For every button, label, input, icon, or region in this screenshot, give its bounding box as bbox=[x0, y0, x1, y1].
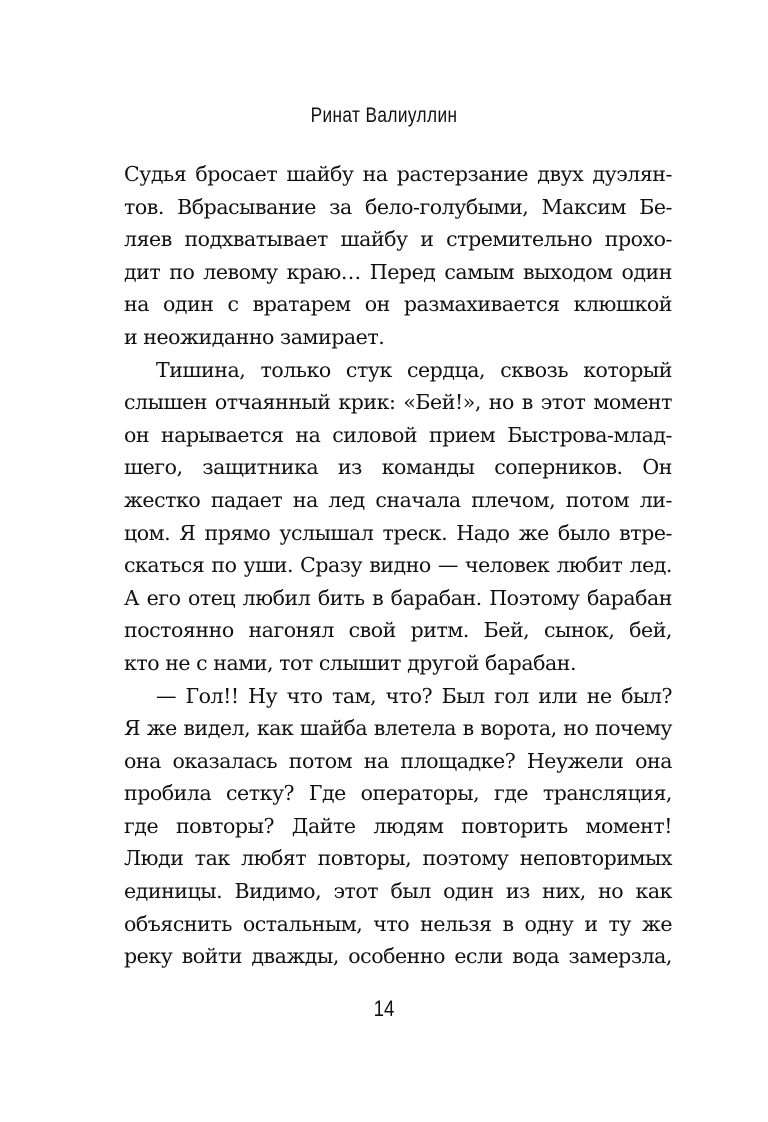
text-line: пробила сетку? Где операторы, где трансляция, bbox=[124, 781, 672, 806]
text-line: где повторы? Дайте людям повторить момент! bbox=[124, 813, 672, 838]
text-line: на один с вратарем он размахивается клюшкой bbox=[124, 292, 672, 317]
text-line: цом. Я прямо услышал треск. Надо же было втре- bbox=[124, 520, 672, 545]
text-line: шего, защитника из команды соперников. Он bbox=[124, 455, 672, 480]
text-line: Я же видел, как шайба влетела в ворота, но почему bbox=[124, 716, 672, 741]
body-text bbox=[124, 158, 672, 973]
text-line: тов. Вбрасывание за бело-голубыми, Максим Бе- bbox=[124, 194, 672, 219]
text-line: постоянно нагонял свой ритм. Бей, сынок, бей, bbox=[124, 618, 672, 643]
text-line: дит по левому краю… Перед самым выходом один bbox=[124, 259, 672, 284]
text-line: единицы. Видимо, этот был один из них, но как bbox=[124, 879, 672, 904]
text-line: Люди так любят повторы, поэтому неповторимых bbox=[124, 846, 672, 871]
text-line: реку войти дважды, особенно если вода замерзла, bbox=[124, 944, 672, 969]
text-line: Тишина, только стук сердца, сквозь который bbox=[156, 357, 672, 382]
text-line: она оказалась потом на площадке? Неужели она bbox=[124, 748, 672, 773]
text-line: слышен отчаянный крик: «Бей!», но в этот момент bbox=[124, 390, 672, 415]
text-line: он нарывается на силовой прием Быстрова-млад- bbox=[124, 422, 672, 447]
text-line: объяснить остальным, что нельзя в одну и ту же bbox=[124, 911, 672, 936]
text-line: скаться по уши. Сразу видно — человек любит лед. bbox=[124, 553, 672, 578]
text-line: — Гол!! Ну что там, что? Был гол или не был? bbox=[156, 683, 672, 708]
text-line: А его отец любил бить в барабан. Поэтому барабан bbox=[124, 585, 672, 610]
text-line: и неожиданно замирает. bbox=[124, 324, 385, 349]
text-line: ляев подхватывает шайбу и стремительно прохо- bbox=[124, 227, 672, 252]
text-line: жестко падает на лед сначала плечом, потом ли- bbox=[124, 487, 672, 512]
running-header-author: Ринат Валиуллин bbox=[310, 104, 458, 127]
text-line: Судья бросает шайбу на растерзание двух дуэлян- bbox=[124, 162, 672, 186]
text-line: кто не с нами, тот слышит другой барабан. bbox=[124, 650, 577, 675]
page-number: 14 bbox=[373, 996, 395, 1021]
